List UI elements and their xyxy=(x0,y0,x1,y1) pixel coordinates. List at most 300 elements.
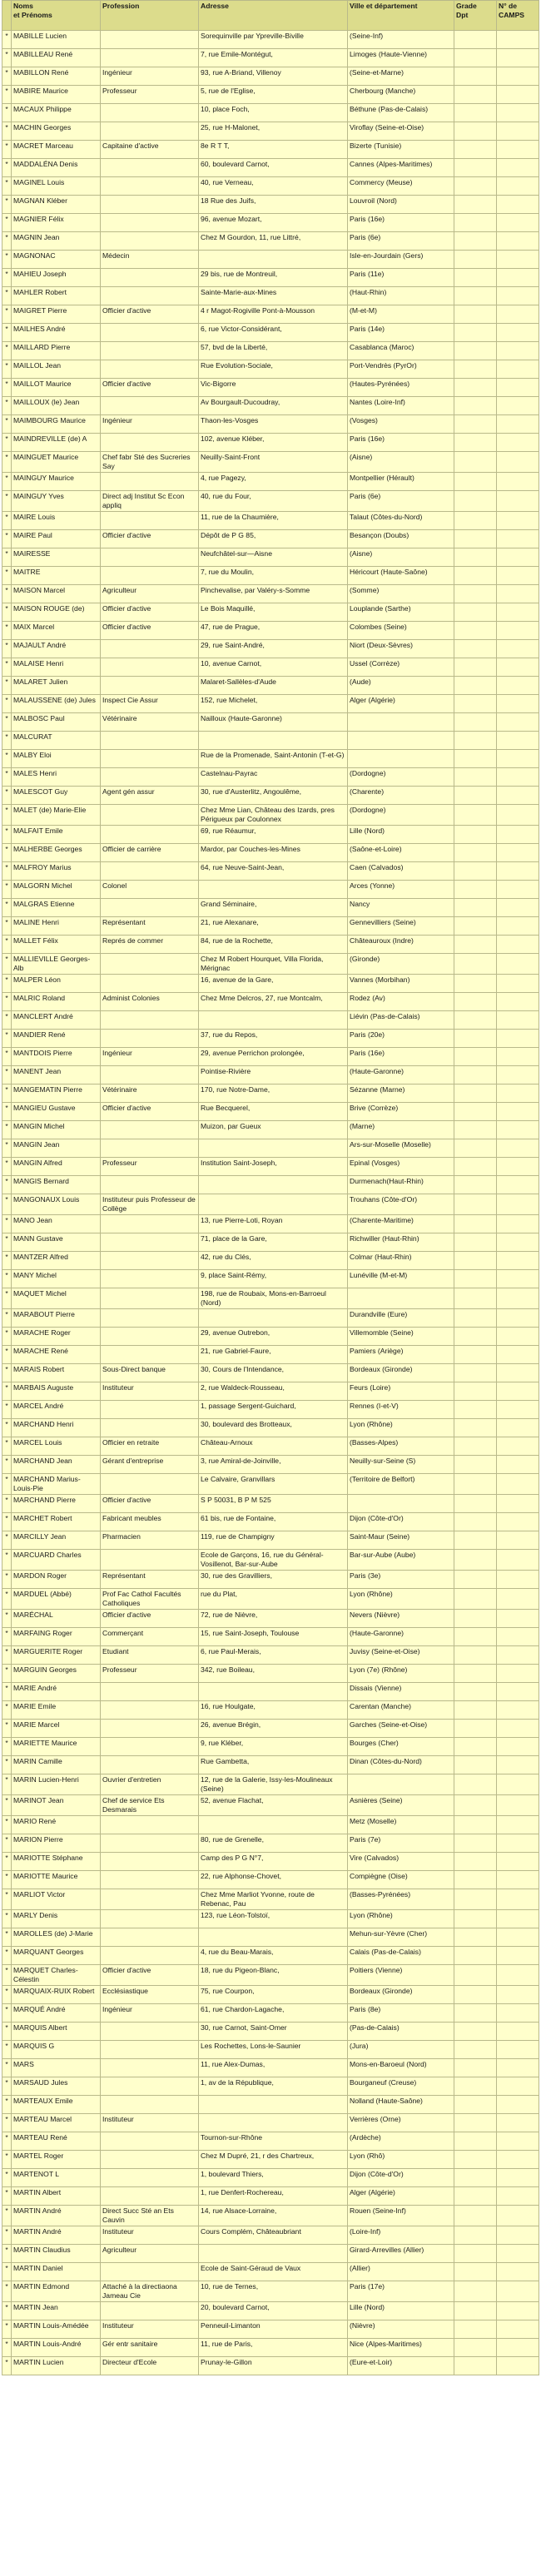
member-camps xyxy=(497,2169,539,2187)
table-row xyxy=(2,1382,539,1401)
member-profession xyxy=(101,434,199,452)
table-row xyxy=(2,603,539,622)
row-marker: * xyxy=(2,658,12,677)
member-camps xyxy=(497,1085,539,1103)
member-address: Tournon-sur-Rhône xyxy=(199,2132,348,2151)
member-city: Bizerte (Tunisie) xyxy=(348,141,454,159)
member-address xyxy=(199,1011,348,1030)
table-row xyxy=(2,1456,539,1474)
member-camps xyxy=(497,805,539,826)
row-marker: * xyxy=(2,954,12,975)
member-city: Mehun-sur-Yèvre (Cher) xyxy=(348,1928,454,1947)
member-profession: Attaché à la directiaona Jameau Cie xyxy=(101,2281,199,2302)
member-city: Paris (7e) xyxy=(348,1834,454,1853)
member-grade xyxy=(454,452,497,473)
table-row xyxy=(2,658,539,677)
member-grade xyxy=(454,141,497,159)
member-grade xyxy=(454,1233,497,1252)
member-grade xyxy=(454,512,497,530)
table-row xyxy=(2,1571,539,1589)
member-camps xyxy=(497,1871,539,1889)
member-profession xyxy=(101,640,199,658)
member-address: 64, rue Neuve-Saint-Jean, xyxy=(199,862,348,881)
member-profession: Officier d'active xyxy=(101,1495,199,1513)
member-address: 8e R T T, xyxy=(199,141,348,159)
member-camps xyxy=(497,1103,539,1121)
member-address: 102, avenue Kléber, xyxy=(199,434,348,452)
row-marker: * xyxy=(2,695,12,713)
member-profession xyxy=(101,397,199,415)
member-camps xyxy=(497,1419,539,1437)
member-city: Isle-en-Jourdain (Gers) xyxy=(348,251,454,269)
member-profession xyxy=(101,287,199,305)
member-name: MAISON ROUGE (de) xyxy=(12,603,101,622)
member-address: 72, rue de Nièvre, xyxy=(199,1610,348,1628)
row-marker: * xyxy=(2,473,12,491)
member-name: MANGIS Bernard xyxy=(12,1176,101,1194)
row-marker: * xyxy=(2,1288,12,1309)
row-marker: * xyxy=(2,1531,12,1550)
member-address: 60, boulevard Carnot, xyxy=(199,159,348,177)
member-grade xyxy=(454,1474,497,1495)
member-name: MARGUERITE Roger xyxy=(12,1646,101,1665)
member-profession: Ingénieur xyxy=(101,67,199,86)
member-camps xyxy=(497,2245,539,2263)
member-profession xyxy=(101,159,199,177)
table-row xyxy=(2,1947,539,1965)
member-name: MAINGUET Maurice xyxy=(12,452,101,473)
member-address: Nailloux (Haute-Garonne) xyxy=(199,713,348,732)
member-city: Bordeaux (Gironde) xyxy=(348,1364,454,1382)
row-marker: * xyxy=(2,1066,12,1085)
row-marker: * xyxy=(2,1683,12,1701)
row-marker: * xyxy=(2,917,12,936)
member-grade xyxy=(454,1738,497,1756)
member-address: 1, passage Sergent-Guichard, xyxy=(199,1401,348,1419)
member-address xyxy=(199,2096,348,2114)
member-grade xyxy=(454,1309,497,1328)
member-camps xyxy=(497,1194,539,1215)
row-marker: * xyxy=(2,196,12,214)
member-grade xyxy=(454,1176,497,1194)
member-grade xyxy=(454,269,497,287)
member-grade xyxy=(454,177,497,196)
row-marker: * xyxy=(2,1701,12,1720)
table-row xyxy=(2,2226,539,2245)
table-row xyxy=(2,993,539,1011)
row-marker: * xyxy=(2,360,12,379)
table-row xyxy=(2,31,539,49)
member-profession: Sous-Direct banque xyxy=(101,1364,199,1382)
member-address: 18, rue du Pigeon-Blanc, xyxy=(199,1965,348,1986)
member-grade xyxy=(454,214,497,232)
row-marker: * xyxy=(2,1364,12,1382)
row-marker: * xyxy=(2,993,12,1011)
member-camps xyxy=(497,305,539,324)
member-camps xyxy=(497,1474,539,1495)
member-address: Neuilly-Saint-Front xyxy=(199,452,348,473)
member-city: (Haute-Garonne) xyxy=(348,1628,454,1646)
member-grade xyxy=(454,695,497,713)
member-city: (Dordogne) xyxy=(348,768,454,787)
member-address: Castelnau-Payrac xyxy=(199,768,348,787)
member-name: MARQUANT Georges xyxy=(12,1947,101,1965)
table-row xyxy=(2,936,539,954)
table-row xyxy=(2,196,539,214)
row-marker: * xyxy=(2,177,12,196)
member-city: Dijon (Côte-d'Or) xyxy=(348,2169,454,2187)
member-city: Viroflay (Seine-et-Oise) xyxy=(348,122,454,141)
member-grade xyxy=(454,1795,497,1816)
member-grade xyxy=(454,86,497,104)
member-grade xyxy=(454,2281,497,2302)
member-grade xyxy=(454,1252,497,1270)
table-row xyxy=(2,1364,539,1382)
table-row xyxy=(2,1085,539,1103)
member-city: Calais (Pas-de-Calais) xyxy=(348,1947,454,1965)
table-row xyxy=(2,473,539,491)
member-grade xyxy=(454,936,497,954)
member-camps xyxy=(497,1683,539,1701)
member-name: MARIETTE Maurice xyxy=(12,1738,101,1756)
member-camps xyxy=(497,177,539,196)
row-marker: * xyxy=(2,2187,12,2206)
member-city: Louvroil (Nord) xyxy=(348,196,454,214)
member-profession xyxy=(101,2041,199,2059)
member-city: Paris (6e) xyxy=(348,232,454,251)
member-address: 1, av de la République, xyxy=(199,2077,348,2096)
member-profession xyxy=(101,1550,199,1571)
row-marker: * xyxy=(2,1252,12,1270)
member-city: Limoges (Haute-Vienne) xyxy=(348,49,454,67)
member-profession: Représentant xyxy=(101,1571,199,1589)
row-marker: * xyxy=(2,1233,12,1252)
member-address: Cours Complém, Châteaubriant xyxy=(199,2226,348,2245)
member-profession xyxy=(101,232,199,251)
table-row xyxy=(2,1233,539,1252)
member-address: 16, rue Houlgate, xyxy=(199,1701,348,1720)
member-grade xyxy=(454,1853,497,1871)
member-name: MANGIN Jean xyxy=(12,1139,101,1158)
member-name: MARS xyxy=(12,2059,101,2077)
member-name: MANTZER Alfred xyxy=(12,1252,101,1270)
member-city: Paris (8e) xyxy=(348,2004,454,2023)
member-address: 10, place Foch, xyxy=(199,104,348,122)
member-camps xyxy=(497,1853,539,1871)
member-city: Nice (Alpes-Maritimes) xyxy=(348,2339,454,2357)
member-grade xyxy=(454,31,497,49)
table-row xyxy=(2,342,539,360)
member-grade xyxy=(454,1419,497,1437)
member-address: 30, rue Carnot, Saint-Omer xyxy=(199,2023,348,2041)
member-camps xyxy=(497,695,539,713)
row-marker: * xyxy=(2,31,12,49)
table-row xyxy=(2,2263,539,2281)
member-grade xyxy=(454,993,497,1011)
member-camps xyxy=(497,512,539,530)
table-row xyxy=(2,1910,539,1928)
member-name: MARDUEL (Abbé) xyxy=(12,1589,101,1610)
member-profession: Inspect Cie Assur xyxy=(101,695,199,713)
member-grade xyxy=(454,1756,497,1774)
table-row xyxy=(2,86,539,104)
member-name: MARTEAU René xyxy=(12,2132,101,2151)
member-profession: Colonel xyxy=(101,881,199,899)
member-name: MAILLOT Maurice xyxy=(12,379,101,397)
table-row xyxy=(2,954,539,975)
member-profession xyxy=(101,2302,199,2320)
member-address: Sorequinville par Ypreville-Biville xyxy=(199,31,348,49)
member-name: MARTIN André xyxy=(12,2206,101,2226)
member-camps xyxy=(497,917,539,936)
member-city: Paris (11e) xyxy=(348,269,454,287)
table-row xyxy=(2,2281,539,2302)
member-camps xyxy=(497,1364,539,1382)
member-camps xyxy=(497,2206,539,2226)
row-marker: * xyxy=(2,899,12,917)
member-camps xyxy=(497,603,539,622)
member-profession xyxy=(101,732,199,750)
member-address: 21, rue Alexanare, xyxy=(199,917,348,936)
row-marker: * xyxy=(2,324,12,342)
member-city: (Territoire de Belfort) xyxy=(348,1474,454,1495)
member-city: Colmar (Haut-Rhin) xyxy=(348,1252,454,1270)
row-marker: * xyxy=(2,397,12,415)
row-marker: * xyxy=(2,936,12,954)
table-row xyxy=(2,141,539,159)
member-camps xyxy=(497,1947,539,1965)
row-marker: * xyxy=(2,2059,12,2077)
member-camps xyxy=(497,141,539,159)
table-row xyxy=(2,1665,539,1683)
member-city: Lyon (Rhône) xyxy=(348,1910,454,1928)
row-marker: * xyxy=(2,1270,12,1288)
member-name: MARCHAND Henri xyxy=(12,1419,101,1437)
member-address: 2, rue Waldeck-Rousseau, xyxy=(199,1382,348,1401)
row-marker: * xyxy=(2,2041,12,2059)
member-profession xyxy=(101,1030,199,1048)
member-address: Mardor, par Couches-les-Mines xyxy=(199,844,348,862)
table-row xyxy=(2,2041,539,2059)
member-camps xyxy=(497,1531,539,1550)
member-camps xyxy=(497,1628,539,1646)
row-marker: * xyxy=(2,1947,12,1965)
table-row xyxy=(2,2077,539,2096)
row-marker: * xyxy=(2,805,12,826)
member-name: MAIGRET Pierre xyxy=(12,305,101,324)
member-address: 11, rue de la Chaumière, xyxy=(199,512,348,530)
member-address: 14, rue Alsace-Lorraine, xyxy=(199,2206,348,2226)
member-name: MALARET Julien xyxy=(12,677,101,695)
member-profession xyxy=(101,899,199,917)
member-address: 42, rue du Clés, xyxy=(199,1252,348,1270)
member-name: MARAIS Robert xyxy=(12,1364,101,1382)
member-grade xyxy=(454,2151,497,2169)
member-profession: Instituteur xyxy=(101,2114,199,2132)
member-name: MARQUÉ André xyxy=(12,2004,101,2023)
table-row xyxy=(2,1030,539,1048)
table-row xyxy=(2,2059,539,2077)
member-camps xyxy=(497,491,539,512)
member-address: Le Calvaire, Granvillars xyxy=(199,1474,348,1495)
member-city: (Aude) xyxy=(348,677,454,695)
member-name: MAIMBOURG Maurice xyxy=(12,415,101,434)
member-profession: Officier d'active xyxy=(101,1103,199,1121)
member-camps xyxy=(497,881,539,899)
table-row xyxy=(2,2114,539,2132)
member-profession: Ouvrier d'entretien xyxy=(101,1774,199,1795)
row-marker: * xyxy=(2,1030,12,1048)
row-marker: * xyxy=(2,713,12,732)
member-address xyxy=(199,1309,348,1328)
member-city: Montpellier (Hérault) xyxy=(348,473,454,491)
table-row xyxy=(2,434,539,452)
member-camps xyxy=(497,2077,539,2096)
member-profession xyxy=(101,975,199,993)
row-marker: * xyxy=(2,1756,12,1774)
table-row xyxy=(2,1252,539,1270)
member-grade xyxy=(454,1610,497,1628)
row-marker: * xyxy=(2,1628,12,1646)
member-grade xyxy=(454,1139,497,1158)
member-address: Ecole de Saint-Géraud de Vaux xyxy=(199,2263,348,2281)
member-name: MALINE Henri xyxy=(12,917,101,936)
member-profession: Agriculteur xyxy=(101,585,199,603)
member-address: 71, place de la Gare, xyxy=(199,1233,348,1252)
member-address: 29, avenue Outrebon, xyxy=(199,1328,348,1346)
member-grade xyxy=(454,732,497,750)
member-grade xyxy=(454,1513,497,1531)
table-row xyxy=(2,622,539,640)
member-city: Garches (Seine-et-Oise) xyxy=(348,1720,454,1738)
member-camps xyxy=(497,2226,539,2245)
member-name: MAGINEL Louis xyxy=(12,177,101,196)
member-city: Paris (16e) xyxy=(348,214,454,232)
member-profession xyxy=(101,567,199,585)
member-camps xyxy=(497,1756,539,1774)
row-marker: * xyxy=(2,567,12,585)
member-grade xyxy=(454,2226,497,2245)
member-name: MARIE Emile xyxy=(12,1701,101,1720)
member-camps xyxy=(497,548,539,567)
member-profession: Capitaine d'active xyxy=(101,141,199,159)
member-city: (Charente-Maritime) xyxy=(348,1215,454,1233)
member-address: 61 bis, rue de Fontaine, xyxy=(199,1513,348,1531)
member-city xyxy=(348,732,454,750)
member-camps xyxy=(497,862,539,881)
member-grade xyxy=(454,1531,497,1550)
table-row xyxy=(2,1066,539,1085)
member-profession xyxy=(101,1233,199,1252)
row-marker: * xyxy=(2,1513,12,1531)
table-row xyxy=(2,1928,539,1947)
member-grade xyxy=(454,1011,497,1030)
member-address: 198, rue de Roubaix, Mons-en-Barroeul (Nord) xyxy=(199,1288,348,1309)
table-row xyxy=(2,287,539,305)
row-marker: * xyxy=(2,1610,12,1628)
table-row xyxy=(2,844,539,862)
header-marker xyxy=(2,1,12,31)
member-name: MALHERBE Georges xyxy=(12,844,101,862)
table-row xyxy=(2,1816,539,1834)
table-row xyxy=(2,1701,539,1720)
member-camps xyxy=(497,2151,539,2169)
member-city xyxy=(348,1774,454,1795)
member-city: (Jura) xyxy=(348,2041,454,2059)
member-camps xyxy=(497,899,539,917)
table-row xyxy=(2,1011,539,1030)
member-camps xyxy=(497,269,539,287)
member-grade xyxy=(454,122,497,141)
row-marker: * xyxy=(2,2023,12,2041)
member-city: Brive (Corrèze) xyxy=(348,1103,454,1121)
member-address: 11, rue de Paris, xyxy=(199,2339,348,2357)
member-address: 29, rue Saint-André, xyxy=(199,640,348,658)
table-row xyxy=(2,1589,539,1610)
table-row xyxy=(2,2302,539,2320)
member-city: (Dordogne) xyxy=(348,805,454,826)
row-marker: * xyxy=(2,251,12,269)
member-city: (Eure-et-Loir) xyxy=(348,2357,454,2375)
table-row xyxy=(2,1720,539,1738)
member-name: MALRIC Roland xyxy=(12,993,101,1011)
row-marker: * xyxy=(2,844,12,862)
row-marker: * xyxy=(2,1646,12,1665)
table-row xyxy=(2,2357,539,2375)
member-profession: Direct adj Institut Sc Econ appliq xyxy=(101,491,199,512)
row-marker: * xyxy=(2,1986,12,2004)
member-camps xyxy=(497,397,539,415)
member-city xyxy=(348,1288,454,1309)
member-profession: Ingénieur xyxy=(101,1048,199,1066)
row-marker: * xyxy=(2,1665,12,1683)
row-marker: * xyxy=(2,2132,12,2151)
member-city: (M-et-M) xyxy=(348,305,454,324)
member-camps xyxy=(497,67,539,86)
member-camps xyxy=(497,1011,539,1030)
row-marker: * xyxy=(2,2245,12,2263)
member-address: 12, rue de la Galerie, Issy-les-Moulineaux (Seine) xyxy=(199,1774,348,1795)
member-profession: Professeur xyxy=(101,1665,199,1683)
member-city: Alger (Algérie) xyxy=(348,695,454,713)
member-city: Paris (6e) xyxy=(348,491,454,512)
member-camps xyxy=(497,1270,539,1288)
member-city: Sézanne (Marne) xyxy=(348,1085,454,1103)
member-city: Vannes (Morbihan) xyxy=(348,975,454,993)
member-city: Lyon (7e) (Rhône) xyxy=(348,1665,454,1683)
member-profession xyxy=(101,2077,199,2096)
member-name: MARCHET Robert xyxy=(12,1513,101,1531)
member-name: MANENT Jean xyxy=(12,1066,101,1085)
table-row xyxy=(2,324,539,342)
row-marker: * xyxy=(2,2339,12,2357)
member-address: Château-Arnoux xyxy=(199,1437,348,1456)
table-row xyxy=(2,2187,539,2206)
member-city: Pamiers (Ariège) xyxy=(348,1346,454,1364)
member-profession xyxy=(101,1252,199,1270)
row-marker: * xyxy=(2,2169,12,2187)
member-city: Rodez (Av) xyxy=(348,993,454,1011)
table-row xyxy=(2,1756,539,1774)
member-city: Colombes (Seine) xyxy=(348,622,454,640)
member-address: 15, rue Saint-Joseph, Toulouse xyxy=(199,1628,348,1646)
member-profession: Gér entr sanitaire xyxy=(101,2339,199,2357)
member-profession xyxy=(101,1720,199,1738)
table-row xyxy=(2,1495,539,1513)
header-grade: Grade Dpt xyxy=(454,1,497,31)
member-grade xyxy=(454,1683,497,1701)
member-camps xyxy=(497,251,539,269)
